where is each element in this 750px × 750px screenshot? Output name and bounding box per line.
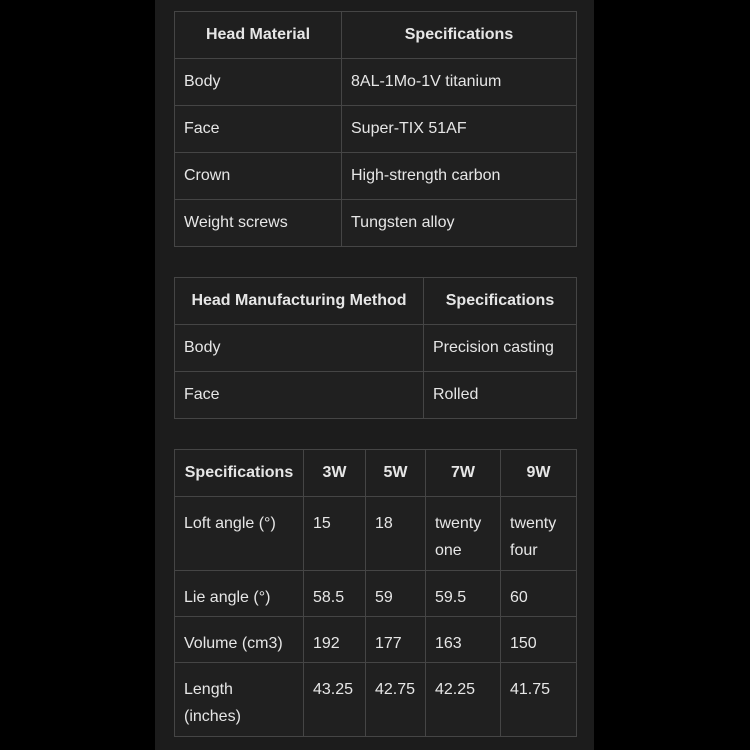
table-row xyxy=(175,663,577,737)
table-row xyxy=(175,497,577,571)
table-cell: High-strength carbon xyxy=(342,153,577,200)
table-row xyxy=(175,153,577,200)
column-header: Specifications xyxy=(342,12,577,59)
table-cell: 58.5 xyxy=(304,571,366,617)
column-header: Specifications xyxy=(424,278,577,325)
table-cell: Face xyxy=(175,372,424,419)
column-header: 5W xyxy=(366,450,426,497)
table-row xyxy=(175,372,577,419)
table-row xyxy=(175,617,577,663)
table-cell: Weight screws xyxy=(175,200,342,247)
specifications-table xyxy=(174,449,577,737)
table-cell: Rolled xyxy=(424,372,577,419)
table-header-row xyxy=(175,278,577,325)
table-row xyxy=(175,59,577,106)
column-header: Head Manufacturing Method xyxy=(175,278,424,325)
table-row xyxy=(175,200,577,247)
table-cell: 18 xyxy=(366,497,426,571)
table-cell: Face xyxy=(175,106,342,153)
table-cell: Crown xyxy=(175,153,342,200)
table-cell: twenty four xyxy=(501,497,577,571)
table-header-row xyxy=(175,12,577,59)
table-cell: 59.5 xyxy=(426,571,501,617)
table-cell: 150 xyxy=(501,617,577,663)
table-row xyxy=(175,571,577,617)
table-cell: 43.25 xyxy=(304,663,366,737)
table-cell: 59 xyxy=(366,571,426,617)
table-cell: 177 xyxy=(366,617,426,663)
table-cell: 192 xyxy=(304,617,366,663)
head-manufacturing-method-table xyxy=(174,277,577,419)
table-cell: Lie angle (°) xyxy=(175,571,304,617)
table-cell: 60 xyxy=(501,571,577,617)
table-cell: twenty one xyxy=(426,497,501,571)
table-cell: Super-TIX 51AF xyxy=(342,106,577,153)
head-material-table xyxy=(174,11,577,247)
table-cell: Length (inches) xyxy=(175,663,304,737)
table-header-row xyxy=(175,450,577,497)
table-cell: Loft angle (°) xyxy=(175,497,304,571)
table-cell: 8AL-1Mo-1V titanium xyxy=(342,59,577,106)
column-header: Head Material xyxy=(175,12,342,59)
table-cell: Volume (cm3) xyxy=(175,617,304,663)
table-cell: 42.75 xyxy=(366,663,426,737)
column-header: Specifications xyxy=(175,450,304,497)
table-cell: Tungsten alloy xyxy=(342,200,577,247)
table-cell: Precision casting xyxy=(424,325,577,372)
table-cell: 15 xyxy=(304,497,366,571)
column-header: 9W xyxy=(501,450,577,497)
table-row xyxy=(175,325,577,372)
table-cell: Body xyxy=(175,59,342,106)
column-header: 7W xyxy=(426,450,501,497)
table-cell: Body xyxy=(175,325,424,372)
table-cell: 42.25 xyxy=(426,663,501,737)
column-header: 3W xyxy=(304,450,366,497)
table-cell: 41.75 xyxy=(501,663,577,737)
table-cell: 163 xyxy=(426,617,501,663)
table-row xyxy=(175,106,577,153)
